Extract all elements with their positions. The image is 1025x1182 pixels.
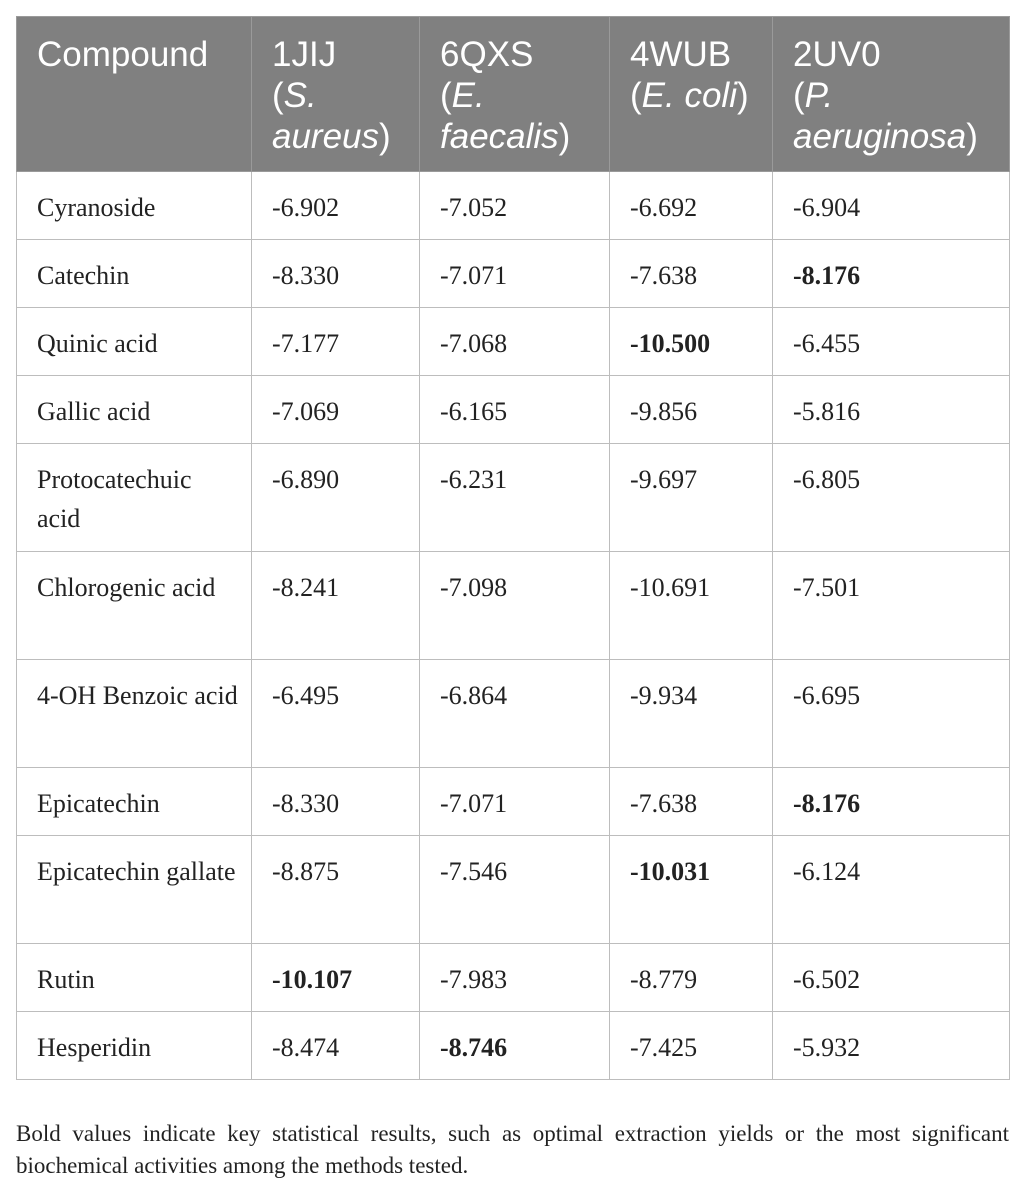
compound-cell: Epicatechin — [17, 768, 252, 836]
value-cell: -8.241 — [252, 552, 420, 660]
value-cell: -6.124 — [773, 836, 1010, 944]
header-2uv0-organism: P. aeruginosa — [793, 76, 967, 156]
value-cell: -6.902 — [252, 172, 420, 240]
value-cell: -9.697 — [610, 444, 773, 552]
header-4wub-organism: E. coli — [641, 76, 737, 115]
compound-cell: Quinic acid — [17, 308, 252, 376]
table-row — [17, 240, 1010, 308]
header-6qxs: 6QXS (E. faecalis) — [420, 17, 610, 172]
value-cell: -7.501 — [773, 552, 1010, 660]
compound-cell: Hesperidin — [17, 1012, 252, 1080]
value-cell: -6.805 — [773, 444, 1010, 552]
value-cell: -7.071 — [420, 240, 610, 308]
value-cell: -7.069 — [252, 376, 420, 444]
table-row — [17, 1012, 1010, 1080]
table-row — [17, 660, 1010, 768]
value-cell-highlighted: -10.107 — [252, 944, 420, 1012]
header-2uv0-label: 2UV0 — [793, 35, 881, 74]
value-cell: -7.983 — [420, 944, 610, 1012]
value-cell: -7.177 — [252, 308, 420, 376]
value-cell: -7.638 — [610, 240, 773, 308]
header-1jij-label: 1JIJ — [272, 35, 337, 74]
compound-cell: Protocatechuic acid — [17, 444, 252, 552]
header-1jij-organism: S. aureus — [272, 76, 380, 156]
compound-cell: Cyranoside — [17, 172, 252, 240]
value-cell: -6.695 — [773, 660, 1010, 768]
value-cell: -6.495 — [252, 660, 420, 768]
value-cell: -6.890 — [252, 444, 420, 552]
compound-cell: Catechin — [17, 240, 252, 308]
value-cell: -9.934 — [610, 660, 773, 768]
table-row — [17, 944, 1010, 1012]
value-cell: -8.474 — [252, 1012, 420, 1080]
header-6qxs-label: 6QXS — [440, 35, 534, 74]
header-6qxs-organism: E. faecalis — [440, 76, 559, 156]
header-compound — [17, 17, 252, 172]
value-cell: -7.052 — [420, 172, 610, 240]
value-cell: -7.098 — [420, 552, 610, 660]
value-cell: -6.904 — [773, 172, 1010, 240]
value-cell: -7.068 — [420, 308, 610, 376]
header-1jij: 1JIJ (S. aureus) — [252, 17, 420, 172]
value-cell: -7.425 — [610, 1012, 773, 1080]
value-cell: -9.856 — [610, 376, 773, 444]
header-compound-label: Compound — [37, 35, 209, 74]
table-row — [17, 768, 1010, 836]
value-cell: -7.071 — [420, 768, 610, 836]
value-cell-highlighted: -10.031 — [610, 836, 773, 944]
table-row — [17, 836, 1010, 944]
table-footnote: Bold values indicate key statistical results, such as optimal extraction yields or the most significant biochemical activities among the methods tested. — [16, 1121, 1009, 1178]
value-cell: -6.864 — [420, 660, 610, 768]
value-cell: -8.330 — [252, 240, 420, 308]
value-cell: -7.638 — [610, 768, 773, 836]
compound-cell: Gallic acid — [17, 376, 252, 444]
value-cell: -8.330 — [252, 768, 420, 836]
compound-cell: Epicatechin gallate — [17, 836, 252, 944]
value-cell: -5.932 — [773, 1012, 1010, 1080]
value-cell: -5.816 — [773, 376, 1010, 444]
results-table-container — [16, 16, 1009, 1080]
table-row — [17, 552, 1010, 660]
header-4wub: 4WUB (E. coli) — [610, 17, 773, 172]
value-cell: -6.455 — [773, 308, 1010, 376]
value-cell: -8.779 — [610, 944, 773, 1012]
table-row — [17, 308, 1010, 376]
value-cell: -6.165 — [420, 376, 610, 444]
value-cell: -6.692 — [610, 172, 773, 240]
table-row — [17, 376, 1010, 444]
compound-cell: Chlorogenic acid — [17, 552, 252, 660]
header-4wub-label: 4WUB — [630, 35, 732, 74]
table-header-row — [17, 17, 1010, 172]
value-cell: -6.231 — [420, 444, 610, 552]
value-cell-highlighted: -8.746 — [420, 1012, 610, 1080]
value-cell: -7.546 — [420, 836, 610, 944]
docking-scores-table — [16, 16, 1010, 1080]
value-cell: -10.691 — [610, 552, 773, 660]
compound-cell: 4-OH Benzoic acid — [17, 660, 252, 768]
value-cell-highlighted: -8.176 — [773, 240, 1010, 308]
compound-cell: Rutin — [17, 944, 252, 1012]
value-cell-highlighted: -10.500 — [610, 308, 773, 376]
table-row — [17, 444, 1010, 552]
value-cell-highlighted: -8.176 — [773, 768, 1010, 836]
header-2uv0: 2UV0 (P. aeruginosa) — [773, 17, 1010, 172]
table-row — [17, 172, 1010, 240]
value-cell: -8.875 — [252, 836, 420, 944]
value-cell: -6.502 — [773, 944, 1010, 1012]
